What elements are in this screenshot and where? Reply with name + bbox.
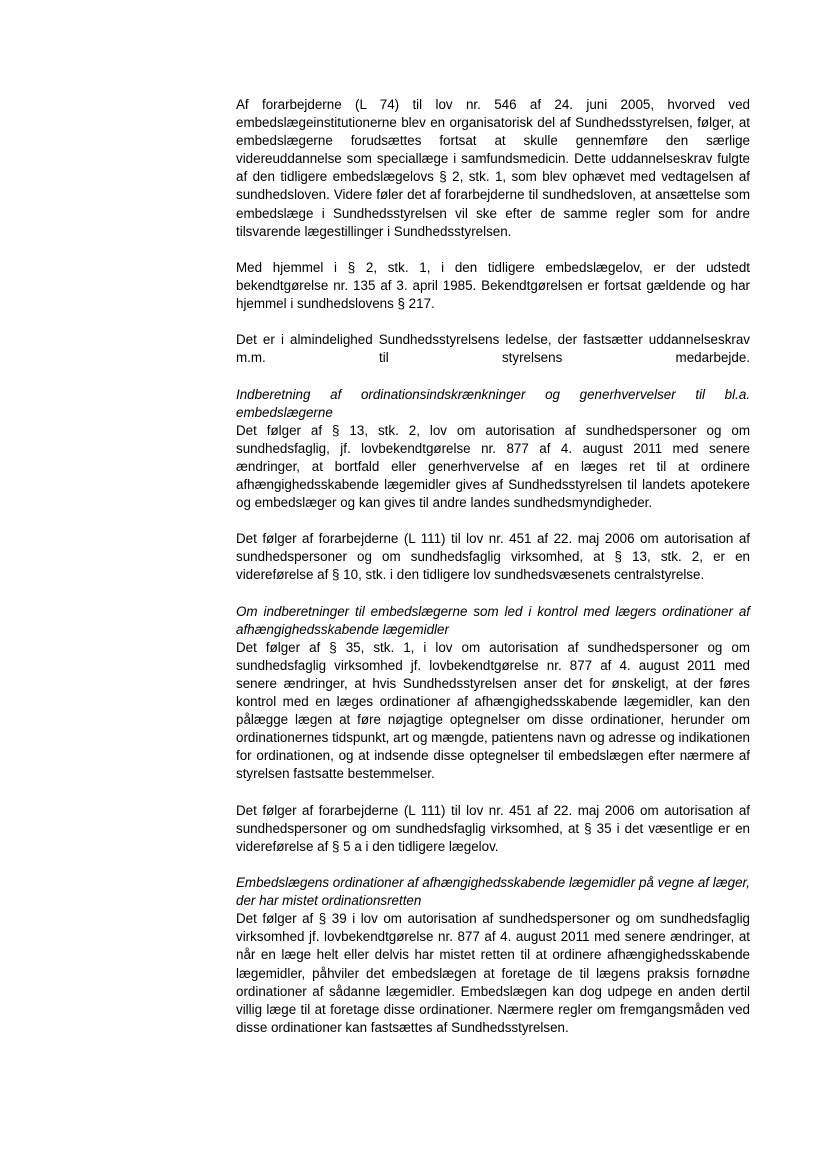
section-heading: Indberetning af ordinationsindskrænkninger og generhvervelser til bl.a. embedslægerne [236, 386, 750, 420]
paragraph-hjemmel-bekendtgoerelse: Med hjemmel i § 2, stk. 1, i den tidligere embedslægelov, er der udstedt bekendtgørelse nr. 135 af 3. april 1985. Bekendtgørelsen er fortsat gældende og har hjemmel i sundhedslovens § 217. [236, 259, 750, 312]
paragraph-forarbejder-13: Det følger af forarbejderne (L 111) til lov nr. 451 af 22. maj 2006 om autorisation af sundhedspersoner og om sundhedsfaglig virksomhed, at § 13, stk. 2, er en videreførelse af § 10, stk. i den tidligere lov sundhedsvæsenets centralstyrelse. [236, 531, 750, 583]
section-body: Det følger af § 39 i lov om autorisation af sundhedspersoner og om sundhedsfaglig virksomhed jf. lovbekendtgørelse nr. 877 af 4. august 2011 med senere ændringer, at når en læge helt eller delvis har mistet retten til at ordinere afhængighedsskabende lægemidler, påhviler det embedslægen at foretage de til lægens praksis fornødne ordinationer af sådanne lægemidler. Embedslægen kan dog udpege en anden dertil villig læge til at foretage disse ordinationer. Nærmere regler om fremgangsmåden ved disse ordinationer kan fastsættes af Sundhedsstyrelsen. [236, 911, 750, 1035]
section-embedslaegens-ordinationer [236, 874, 750, 1037]
section-body: Det følger af § 13, stk. 2, lov om autorisation af sundhedspersoner og om sundhedsfaglig, jf. lovbekendtgørelse nr. 877 af 4. august 2011 med senere ændringer, at bortfald eller generhvervelse af en læges ret til at ordinere afhængighedsskabende lægemidler gives af Sundhedsstyrelsen til landets apotekere og embedslæger og kan gives til andre landes sundhedsmyndigheder. [236, 422, 750, 511]
paragraph-embedslaege-institution: Af forarbejderne (L 74) til lov nr. 546 af 24. juni 2005, hvorved ved embedslægeinstitutionerne blev en organisatorisk del af Sundhedsstyrelsen, følger, at embedslægerne forudsættes fortsat at skulle gennemføre den særlige videreuddannelse som speciallæge i samfundsmedicin. Dette uddannelseskrav fulgte af den tidligere embedslægelovs § 2, stk. 1, som blev ophævet med vedtagelsen af sundhedsloven. Videre føler det af forarbejderne til sundhedsloven, at ansættelse som embedslæge i Sundhedsstyrelsen vil ske efter de samme regler som for andre tilsvarende lægestillinger i Sundhedsstyrelsen. [236, 97, 750, 239]
section-indberetning [236, 386, 750, 513]
section-heading: Om indberetninger til embedslægerne som led i kontrol med lægers ordinationer af afhængighedsskabende lægemidler [236, 603, 750, 637]
section-heading: Embedslægens ordinationer af afhængighedsskabende lægemidler på vegne af læger, der har mistet ordinationsretten [236, 875, 750, 909]
section-body: Det følger af § 35, stk. 1, i lov om autorisation af sundhedspersoner og om sundhedsfaglig virksomhed jf. lovbekendtgørelse nr. 877 af 4. august 2011 med senere ændringer, at hvis Sundhedsstyrelsen anser det for ønskeligt, at der føres kontrol med en læges ordinationer af afhængighedsskabende lægemidler, kan den pålægge lægen at føre nøjagtige optegnelser om disse ordinationer, herunder om ordinationernes tidspunkt, art og mængde, patientens navn og adresse og indikationen for ordinationen, og at indsende disse optegnelser til embedslægen efter nærmere af styrelsen fastsatte bestemmelser. [236, 639, 750, 782]
document-page [236, 96, 750, 1055]
paragraph-forarbejder-35: Det følger af forarbejderne (L 111) til lov nr. 451 af 22. maj 2006 om autorisation af sundhedspersoner og om sundhedsfaglig virksomhed, at § 35 i det væsentlige er en videreførelse af § 5 a i den tidligere lægelov. [236, 802, 750, 854]
section-kontrol-ordinationer [236, 603, 750, 784]
paragraph-uddannelseskrav: Det er i almindelighed Sundhedsstyrelsens ledelse, der fastsætter uddannelseskrav m.m. til styrelsens medarbejde. [236, 332, 750, 366]
